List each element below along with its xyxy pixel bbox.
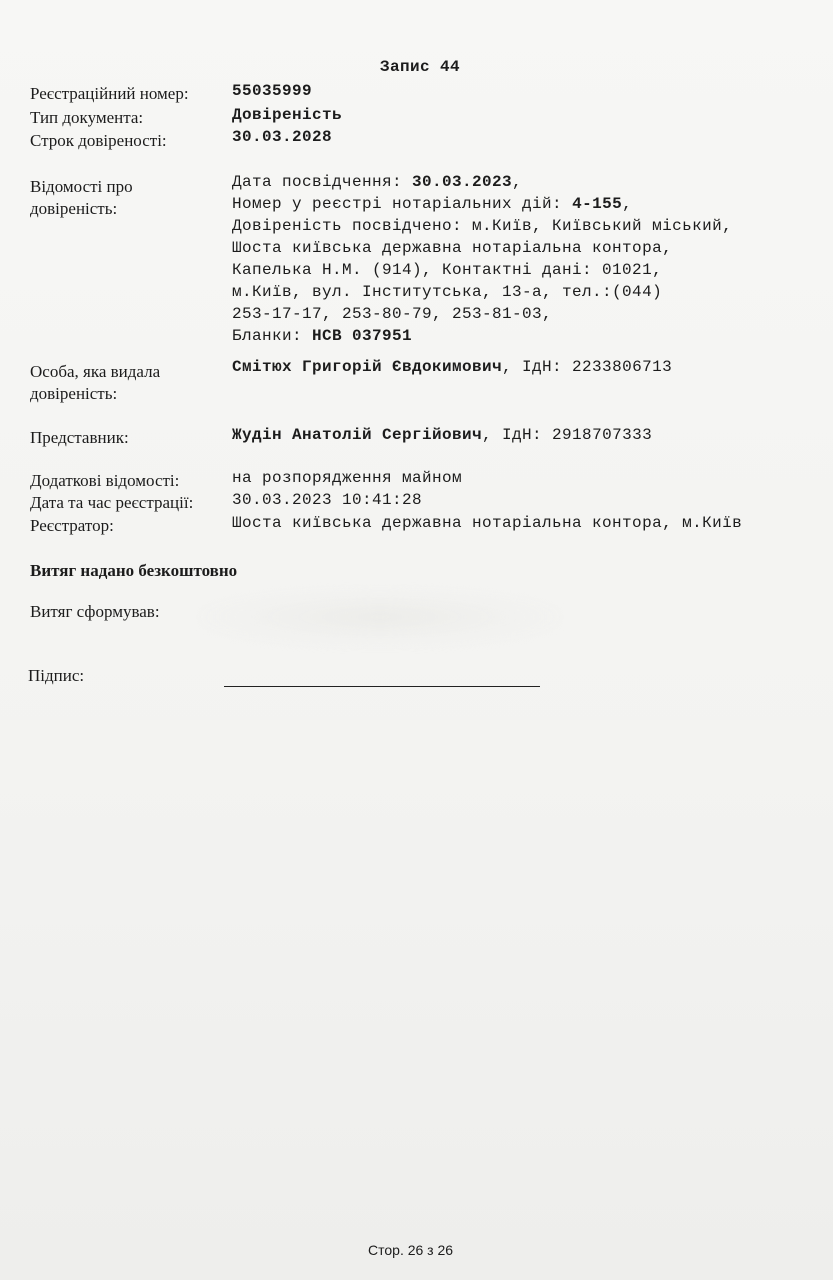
registry-suffix: , [622,195,633,213]
cert-date-value: 30.03.2023 [412,173,513,191]
datetime-label: Дата та час реєстрації: [30,493,194,512]
details-block [232,171,732,347]
representative-name: Жудін Анатолій Сергійович [232,426,483,444]
formed-by-label: Витяг сформував: [30,602,160,621]
cert-date-line [232,171,732,193]
free-note: Витяг надано безкоштовно [30,561,238,580]
issuer-id: , ІдН: 2233806713 [502,358,673,376]
issuer-label-line1: Особа, яка видала [30,362,161,381]
details-label-line1: Відомості про [30,177,133,196]
datetime-value: 30.03.2023 10:41:28 [232,491,423,509]
registry-line [232,193,732,215]
registry-label: Номер у реєстрі нотаріальних дій: [232,195,573,213]
issuer-value [232,358,672,376]
record-title: Запис 44 [380,58,461,76]
representative-label: Представник: [30,428,129,447]
representative-id: , ІдН: 2918707333 [482,426,653,444]
blanks-label: Бланки: [232,327,313,345]
representative-value [232,426,652,444]
details-line5: Капелька Н.М. (914), Контактні дані: 01021, [232,261,663,279]
registrar-label: Реєстратор: [30,516,114,535]
registrar-value: Шоста київська державна нотаріальна контора, м.Київ [232,514,743,532]
blanks-value: НСВ 037951 [312,327,413,345]
reg-number-value: 55035999 [232,82,313,100]
signature-line [224,686,540,687]
reg-number-label: Реєстраційний номер: [30,84,189,103]
details-line3: Довіреність посвідчено: м.Київ, Київський міський, [232,217,733,235]
cert-date-label: Дата посвідчення: [232,173,413,191]
blanks-line [232,325,732,347]
issuer-label [30,361,160,405]
term-label: Строк довіреності: [30,131,167,150]
details-line6: м.Київ, вул. Інститутська, 13-а, тел.:(044) [232,283,663,301]
doc-type-label: Тип документа: [30,108,144,127]
details-label-line2: довіреність: [30,199,118,218]
blurred-name-area [200,588,560,646]
details-line7: 253-17-17, 253-80-79, 253-81-03, [232,305,553,323]
details-label [30,176,133,220]
registry-number: 4-155 [572,195,623,213]
issuer-label-line2: довіреність: [30,384,118,403]
additional-label: Додаткові відомості: [30,471,180,490]
page-number: Стор. 26 з 26 [368,1242,454,1258]
signature-label: Підпис: [28,666,85,685]
term-value: 30.03.2028 [232,128,333,146]
issuer-name: Смітюх Григорій Євдокимович [232,358,503,376]
additional-value: на розпорядження майном [232,469,463,487]
cert-date-suffix: , [512,173,523,191]
details-line4: Шоста київська державна нотаріальна контора, [232,239,673,257]
doc-type-value: Довіреність [232,106,343,124]
